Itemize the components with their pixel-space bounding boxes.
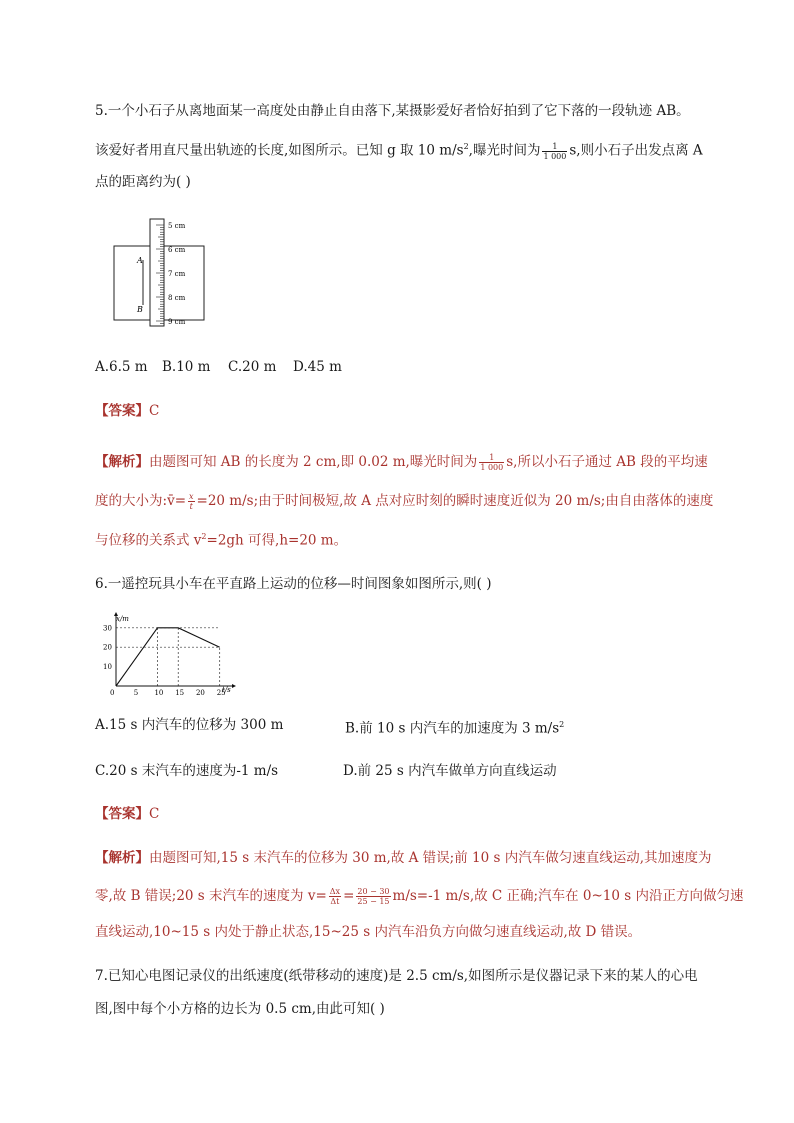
q6-answer: 【答案】C [95, 806, 160, 822]
q5-stem-line-3: 点的距离约为( ) [95, 174, 191, 190]
y-tick-label: 30 [103, 624, 112, 633]
q5-answer: 【答案】C [95, 403, 160, 419]
y-tick-label: 20 [103, 643, 112, 652]
series-line [116, 628, 220, 686]
chart-series [116, 628, 220, 686]
x-tick-label: 15 [175, 689, 185, 696]
x-tick-label: 25 [216, 689, 226, 696]
q5-analysis-line-1: 【解析】由题图可知 AB 的长度为 2 cm,即 0.02 m,曝光时间为 $\frac{1}{1 000}$ s,所以小石子通过 AB 段的平均速 [95, 453, 708, 472]
q6-stem-line-1: 6.一遥控玩具小车在平直路上运动的位移—时间图象如图所示,则( ) [95, 576, 492, 592]
point-b-label: B [137, 305, 143, 314]
q6-option-a[interactable]: A.15 s 内汽车的位移为 300 m [95, 717, 284, 733]
y-axis-label: x/m [116, 615, 129, 623]
ruler-label-9cm: 9 cm [168, 318, 186, 326]
q6-analysis-line-2: 零,故 B 错误;20 s 末汽车的速度为 v= $\frac{\Delta x}{\Delta t}$ = $\frac{20 - 30}{25 - 15}$ m/s=-1 m/s,故 C 正确;汽车在 0~10 s 内沿正方向做匀速 [95, 887, 744, 906]
q5-option-c[interactable]: C.20 m [228, 359, 277, 375]
exposure-fraction: $\frac{1}{1 000}$ [543, 141, 567, 161]
ruler-label-8cm: 8 cm [168, 294, 186, 302]
q6-analysis-line-1: 【解析】由题图可知,15 s 末汽车的位移为 30 m,故 A 错误;前 10 s 内汽车做匀速直线运动,其加速度为 [95, 850, 712, 866]
x-tick-label: 10 [154, 689, 164, 696]
q6-option-b[interactable]: B.前 10 s 内汽车的加速度为 3 $m/s^2$ [345, 720, 565, 737]
ruler-label-7cm: 7 cm [168, 270, 186, 278]
ruler-figure [110, 215, 220, 330]
q6-analysis-line-3: 直线运动,10~15 s 内处于静止状态,15~25 s 内汽车沿负方向做匀速直线运动,故 D 错误。 [95, 924, 642, 940]
x-axis-label: t/s [222, 686, 231, 694]
x-tick-label: 5 [133, 689, 139, 696]
q5-option-d[interactable]: D.45 m [293, 359, 342, 375]
q5-option-b[interactable]: B.10 m [162, 359, 211, 375]
q6-option-d[interactable]: D.前 25 s 内汽车做单方向直线运动 [343, 763, 557, 779]
x-tick-label: 0 [110, 689, 115, 696]
chart-tick-labels [103, 624, 226, 696]
q5-option-a[interactable]: A.6.5 m [95, 359, 148, 375]
chart-axes [114, 612, 236, 688]
point-a-label: A [137, 256, 143, 265]
y-tick-label: 10 [103, 663, 112, 672]
velocity-fraction: $\frac{x}{t}$ [189, 492, 194, 511]
x-tick-label: 20 [195, 689, 205, 696]
x-axis-arrow [232, 684, 236, 688]
q5-analysis-line-3: 与位移的关系式 $v^2=2gh$ 可得,h=20 m。 [95, 532, 348, 549]
velocity-values-fraction: $\frac{20 - 30}{25 - 15}$ [357, 887, 390, 906]
chart-guides [116, 628, 220, 686]
velocity-delta-fraction: $\frac{\Delta x}{\Delta t}$ [329, 887, 341, 906]
q6-option-c[interactable]: C.20 s 末汽车的速度为-1 m/s [95, 763, 279, 779]
q7-stem-line-1: 7.已知心电图记录仪的出纸速度(纸带移动的速度)是 2.5 cm/s,如图所示是仪器记录下来的某人的心电 [95, 968, 698, 984]
q7-stem-line-2: 图,图中每个小方格的边长为 0.5 cm,由此可知( ) [95, 1001, 385, 1017]
ruler [150, 219, 164, 326]
ruler-label-5cm: 5 cm [168, 222, 186, 230]
q5-stem-line-1: 5.一个小石子从离地面某一高度处由静止自由落下,某摄影爱好者恰好拍到了它下落的一段轨迹 AB。 [95, 103, 690, 119]
q5-analysis-line-2: 度的大小为:v̄= $\frac{x}{t}$ =20 m/s;由于时间极短,故 A 点对应时刻的瞬时速度近似为 20 m/s;由自由落体的速度 [95, 492, 714, 511]
analysis-exposure-fraction: $\frac{1}{1 000}$ [480, 453, 504, 472]
q5-stem-line-2: 该爱好者用直尺量出轨迹的长度,如图所示。已知 g 取 10 $m/s^2$,曝光时间为 $\frac{1}{1 000}$ s,则小石子出发点离 A [95, 141, 703, 161]
ruler-label-6cm: 6 cm [168, 246, 186, 254]
xt-chart [98, 612, 238, 696]
